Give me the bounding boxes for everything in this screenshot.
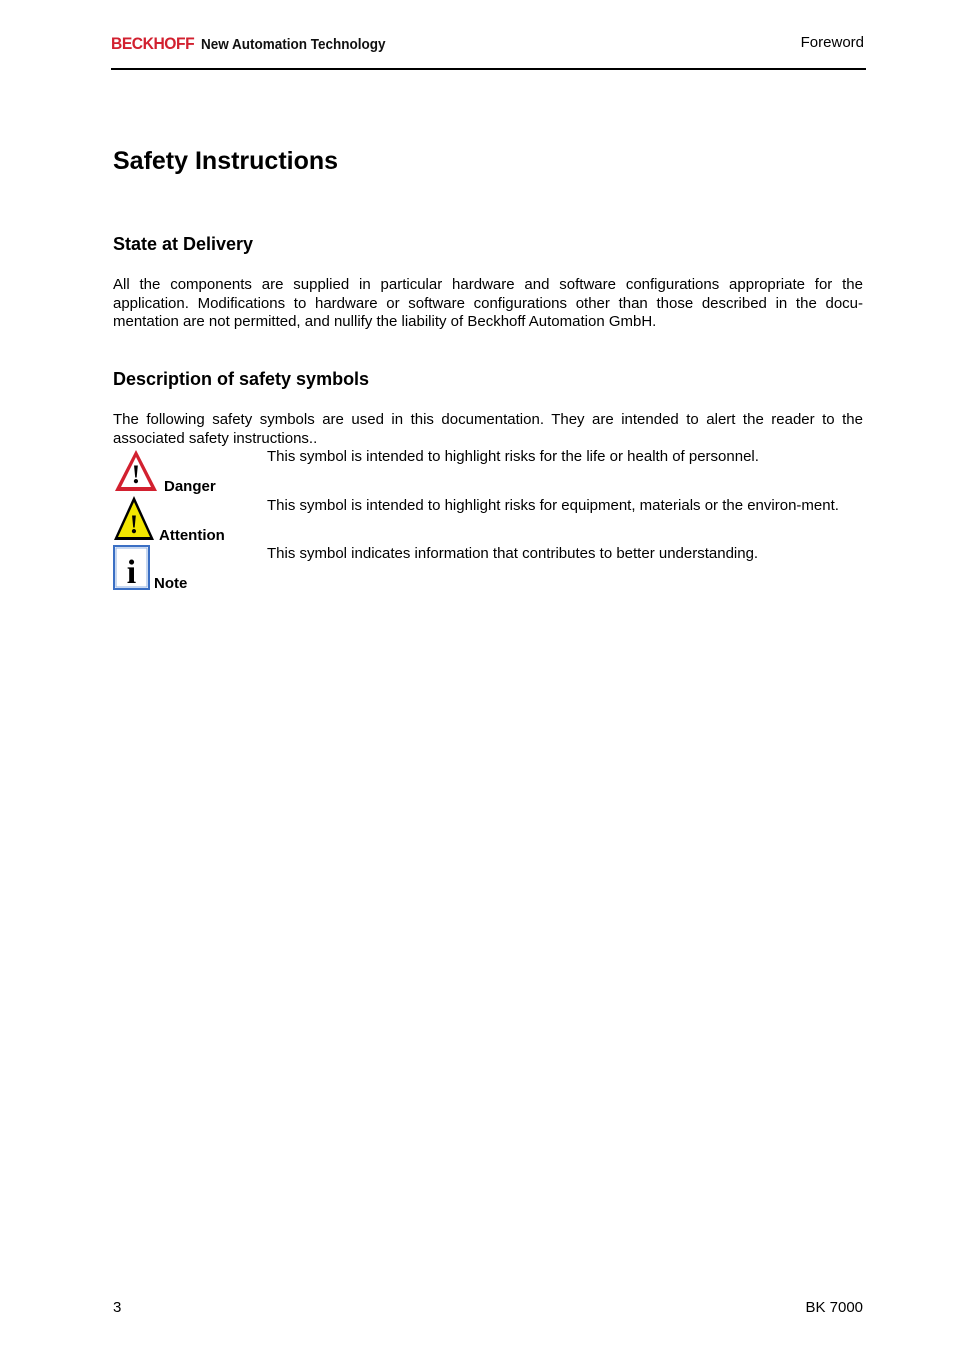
heading-state-at-delivery: State at Delivery bbox=[113, 234, 254, 254]
symbol-label-note: Note bbox=[154, 575, 188, 592]
danger-warning-triangle-icon bbox=[113, 448, 159, 493]
symbol-label-attention: Attention bbox=[159, 527, 225, 544]
symbol-description-note: This symbol indicates information that contributes to better understanding. bbox=[267, 545, 759, 562]
beckhoff-logo bbox=[111, 34, 406, 54]
symbol-row-danger bbox=[113, 448, 863, 494]
svg-text:i: i bbox=[126, 554, 137, 591]
page-title: Safety Instructions bbox=[113, 147, 339, 175]
symbol-label-danger: Danger bbox=[164, 478, 216, 495]
info-icon bbox=[113, 545, 151, 591]
logo-brand: BECKHOFF bbox=[111, 34, 195, 53]
svg-text:!: ! bbox=[131, 460, 141, 489]
symbol-row-attention bbox=[113, 495, 863, 543]
page-header bbox=[111, 30, 866, 70]
document-name: BK 7000 bbox=[805, 1299, 863, 1316]
symbol-description-attention: This symbol is intended to highlight risks for equipment, materials or the environ-ment. bbox=[267, 497, 839, 514]
state-at-delivery-text: All the components are supplied in particular hardware and software configurations appropriate for the application. Modifications to hardware or software configurations other than those described in the docu-mentation are not permitted, and nullify the liability of Beckhoff Automation GmbH. bbox=[113, 276, 863, 330]
logo-tagline: New Automation Technology bbox=[201, 36, 386, 53]
heading-safety-symbols: Description of safety symbols bbox=[113, 369, 370, 389]
attention-warning-triangle-icon bbox=[113, 495, 155, 541]
safety-symbols-intro: The following safety symbols are used in this documentation. They are intended to alert the reader to the associated safety instructions.. bbox=[113, 411, 863, 447]
header-divider bbox=[111, 68, 866, 70]
svg-text:!: ! bbox=[129, 510, 139, 539]
symbol-description-danger: This symbol is intended to highlight risks for the life or health of personnel. bbox=[267, 448, 759, 465]
section-name: Foreword bbox=[800, 34, 864, 51]
page-number: 3 bbox=[113, 1299, 122, 1316]
symbol-row-note bbox=[113, 545, 863, 593]
